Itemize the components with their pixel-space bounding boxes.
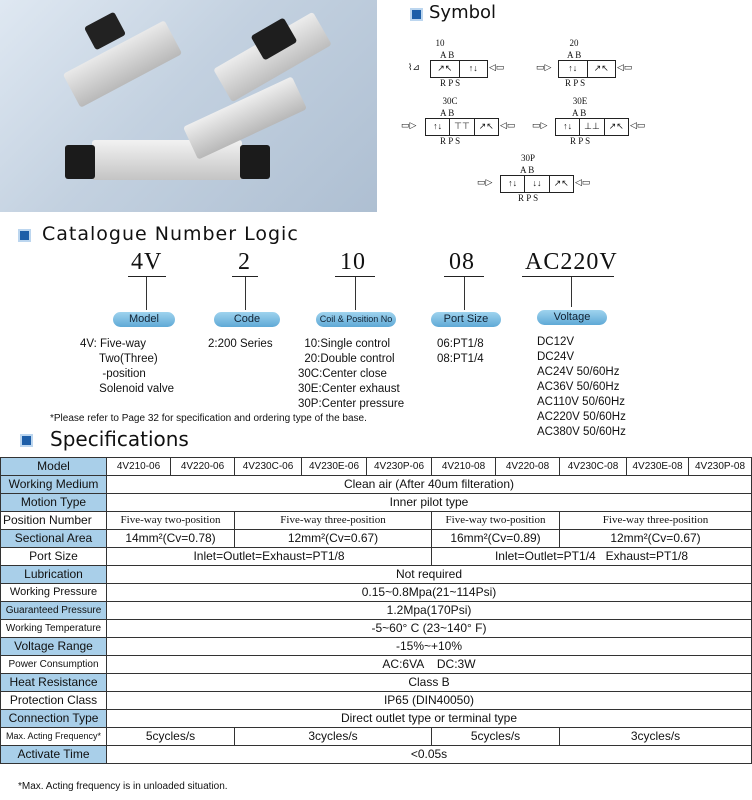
row-label: Max. Acting Frequency*	[1, 728, 107, 746]
pill-code: Code	[214, 312, 280, 327]
row-label: Sectional Area	[1, 530, 107, 548]
row-label: Working Medium	[1, 476, 107, 494]
table-row	[1, 746, 752, 764]
product-photo	[0, 0, 377, 212]
code-position: 10	[340, 249, 366, 275]
value-cell: 12mm²(Cv=0.67)	[235, 530, 432, 548]
desc-model: 4V: Five-way Two(Three) -position Solenoid valve	[80, 338, 174, 395]
pill-voltage: Voltage	[537, 310, 607, 325]
catalogue-note: *Please refer to Page 32 for specification and ordering type of the base.	[50, 413, 367, 424]
row-label: Protection Class	[1, 692, 107, 710]
pill-port-size: Port Size	[431, 312, 501, 327]
table-row	[1, 512, 752, 530]
model-cell: 4V230C-06	[235, 458, 302, 476]
symbol-title: Symbol	[429, 2, 497, 23]
row-label: Connection Type	[1, 710, 107, 728]
code-series: 4V	[131, 249, 163, 275]
value-cell: 14mm²(Cv=0.78)	[107, 530, 235, 548]
model-cell: 4V210-06	[107, 458, 171, 476]
model-cell: 4V210-08	[432, 458, 496, 476]
value-cell: <0.05s	[107, 746, 752, 764]
symbol-ports-bottom: R P S	[440, 78, 461, 88]
value-cell: 0.15~0.8Mpa(21~114Psi)	[107, 584, 752, 602]
value-cell: 12mm²(Cv=0.67)	[560, 530, 752, 548]
code-underline	[522, 276, 614, 277]
value-cell: Five-way three-position	[560, 512, 752, 530]
value-cell: -5~60° C (23~140° F)	[107, 620, 752, 638]
desc-position: 10:Single control 20:Double control 30C:Center close 30E:Center exhaust 30P:Center pressure	[298, 338, 405, 410]
table-row	[1, 530, 752, 548]
table-row	[1, 638, 752, 656]
table-row	[1, 584, 752, 602]
symbol-ports-top: A B	[440, 108, 455, 118]
code-voltage: AC220V	[525, 249, 618, 275]
section-bullet-icon	[410, 8, 423, 21]
table-row	[1, 728, 752, 746]
solenoid-icon: ◁▭	[617, 62, 633, 72]
table-row	[1, 476, 752, 494]
model-cell: 4V230P-06	[367, 458, 432, 476]
connector-line	[464, 277, 465, 310]
connector-line	[245, 277, 246, 310]
valve-symbol: ↑↓ ⊥⊥ ↗↖	[555, 118, 629, 136]
row-label: Model	[1, 458, 107, 476]
solenoid-icon: ▭▷	[536, 62, 552, 72]
valve-symbol: ↗↖ ↑↓	[430, 60, 488, 78]
table-row	[1, 692, 752, 710]
value-cell: Five-way two-position	[432, 512, 560, 530]
model-cell: 4V230E-08	[627, 458, 689, 476]
model-cell: 4V220-06	[171, 458, 235, 476]
solenoid-icon: ▭▷	[401, 120, 417, 130]
row-label: Heat Resistance	[1, 674, 107, 692]
value-cell: 16mm²(Cv=0.89)	[432, 530, 560, 548]
solenoid-icon: ▭▷	[532, 120, 548, 130]
value-cell: -15%~+10%	[107, 638, 752, 656]
section-bullet-icon	[18, 229, 31, 242]
spring-icon: ⌇⊿	[408, 62, 420, 72]
value-cell: Inlet=Outlet=PT1/4 Exhaust=PT1/8	[432, 548, 752, 566]
row-label: Working Pressure	[1, 584, 107, 602]
solenoid-icon: ◁▭	[489, 62, 505, 72]
table-row	[1, 494, 752, 512]
table-row	[1, 566, 752, 584]
symbol-label: 30C	[442, 96, 458, 106]
desc-port-size: 06:PT1/8 08:PT1/4	[437, 338, 484, 365]
row-label: Motion Type	[1, 494, 107, 512]
spec-footnote: *Max. Acting frequency is in unloaded situation.	[18, 781, 228, 792]
value-cell: Inlet=Outlet=Exhaust=PT1/8	[107, 548, 432, 566]
symbol-label: 10	[435, 38, 445, 48]
symbol-label: 30P	[520, 153, 535, 163]
row-label: Guaranteed Pressure	[1, 602, 107, 620]
value-cell: Not required	[107, 566, 752, 584]
valve-symbol: ↑↓ ↓↓ ↗↖	[500, 175, 574, 193]
value-cell: AC:6VA DC:3W	[107, 656, 752, 674]
symbol-ports-top: A B	[440, 50, 455, 60]
table-row	[1, 710, 752, 728]
row-label: Position Number	[1, 512, 107, 530]
row-label: Port Size	[1, 548, 107, 566]
solenoid-icon: ◁▭	[630, 120, 646, 130]
row-label: Lubrication	[1, 566, 107, 584]
row-label: Voltage Range	[1, 638, 107, 656]
section-bullet-icon	[20, 434, 33, 447]
symbol-ports-top: A B	[572, 108, 587, 118]
symbol-ports-bottom: R P S	[440, 136, 461, 146]
symbol-ports-bottom: R P S	[570, 136, 591, 146]
value-cell: Class B	[107, 674, 752, 692]
code-underline	[128, 276, 166, 277]
code-size: 2	[238, 249, 251, 275]
value-cell: Inner pilot type	[107, 494, 752, 512]
desc-voltage: DC12V DC24V AC24V 50/60Hz AC36V 50/60Hz AC110V 50/60Hz AC220V 50/60Hz AC380V 50/60Hz	[537, 336, 626, 438]
model-cell: 4V230C-08	[560, 458, 627, 476]
symbol-ports-bottom: R P S	[565, 78, 586, 88]
row-label: Working Temperature	[1, 620, 107, 638]
symbol-ports-top: A B	[520, 165, 535, 175]
solenoid-icon: ◁▭	[575, 177, 591, 187]
value-cell: Five-way two-position	[107, 512, 235, 530]
value-cell: 5cycles/s	[432, 728, 560, 746]
catalogue-title: Catalogue Number Logic	[42, 223, 299, 245]
connector-line	[146, 277, 147, 310]
desc-code: 2:200 Series	[208, 338, 273, 350]
table-row	[1, 458, 752, 476]
value-cell: 5cycles/s	[107, 728, 235, 746]
pill-model: Model	[113, 312, 175, 327]
row-label: Activate Time	[1, 746, 107, 764]
solenoid-icon: ▭▷	[477, 177, 493, 187]
value-cell: Clean air (After 40um filteration)	[107, 476, 752, 494]
table-row	[1, 602, 752, 620]
connector-line	[355, 277, 356, 310]
symbol-ports-bottom: R P S	[518, 193, 539, 203]
symbol-label: 30E	[572, 96, 588, 106]
table-row	[1, 674, 752, 692]
solenoid-icon: ◁▭	[500, 120, 516, 130]
model-cell: 4V230P-08	[689, 458, 752, 476]
value-cell: 3cycles/s	[560, 728, 752, 746]
model-cell: 4V230E-06	[302, 458, 367, 476]
value-cell: Direct outlet type or terminal type	[107, 710, 752, 728]
valve-symbol: ↑↓ ⊤⊤ ↗↖	[425, 118, 499, 136]
value-cell: 3cycles/s	[235, 728, 432, 746]
valve-symbol: ↑↓ ↗↖	[558, 60, 616, 78]
specifications-title: Specifications	[50, 427, 189, 451]
value-cell: 1.2Mpa(170Psi)	[107, 602, 752, 620]
symbol-label: 20	[569, 38, 579, 48]
pill-coil-position: Coil & Position No	[316, 312, 396, 327]
value-cell: Five-way three-position	[235, 512, 432, 530]
value-cell: IP65 (DIN40050)	[107, 692, 752, 710]
table-row	[1, 656, 752, 674]
table-row	[1, 620, 752, 638]
table-row	[1, 548, 752, 566]
row-label: Power Consumption	[1, 656, 107, 674]
spec-table	[0, 457, 752, 764]
code-port: 08	[449, 249, 475, 275]
connector-line	[571, 277, 572, 307]
symbol-ports-top: A B	[567, 50, 582, 60]
model-cell: 4V220-08	[496, 458, 560, 476]
